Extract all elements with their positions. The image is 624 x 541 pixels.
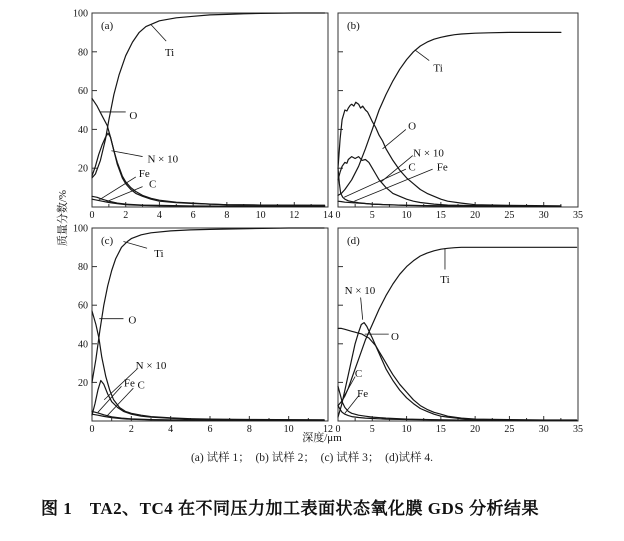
y-tick-label: 40: [78, 124, 88, 136]
x-tick-label: 6: [207, 424, 213, 435]
label-N×10: N × 10: [413, 147, 444, 160]
x-tick-label: 4: [168, 424, 174, 435]
y-tick-label: 20: [78, 163, 88, 175]
label-Ti: Ti: [440, 274, 450, 287]
label-C: C: [149, 178, 157, 191]
label-N×10: N × 10: [344, 284, 376, 297]
subplot-tag: (c): [101, 235, 114, 247]
label-C: C: [137, 379, 145, 392]
x-tick-label: 10: [401, 210, 412, 221]
x-tick-label: 14: [323, 210, 333, 221]
x-tick-label: 25: [504, 210, 515, 221]
label-Ti: Ti: [164, 46, 175, 59]
curve-C: [338, 386, 577, 420]
label-O: O: [408, 120, 417, 133]
x-tick-label: 0: [89, 424, 95, 435]
leader-Fe: [354, 169, 432, 201]
label-C: C: [354, 367, 363, 380]
label-N×10: N × 10: [147, 153, 179, 166]
leader-Ti: [123, 242, 147, 249]
curve-Ti: [338, 32, 561, 195]
curve-N×10: [338, 323, 577, 421]
curve-Ti: [338, 247, 577, 405]
x-tick-label: 30: [538, 424, 549, 435]
subplot-a: [73, 9, 333, 222]
curve-Ti: [92, 13, 325, 181]
label-Ti: Ti: [433, 62, 443, 75]
x-tick-label: 0: [89, 210, 95, 221]
label-O: O: [128, 314, 137, 327]
x-tick-label: 15: [435, 210, 446, 221]
y-axis-label: 质量分数/%: [57, 189, 69, 247]
x-tick-label: 0: [335, 210, 341, 221]
curve-O: [338, 102, 561, 206]
subplot-tag: (d): [347, 235, 360, 247]
curve-O: [92, 98, 325, 205]
x-axis-label: 深度/μm: [302, 432, 342, 444]
y-tick-label: 20: [78, 377, 88, 389]
x-tick-label: 5: [369, 210, 375, 221]
label-O: O: [129, 109, 138, 122]
y-tick-label: 60: [78, 300, 88, 312]
x-tick-label: 4: [156, 210, 162, 221]
label-Fe: Fe: [436, 161, 448, 174]
x-tick-label: 5: [369, 424, 375, 435]
x-tick-label: 8: [246, 424, 252, 435]
leader-N×10: [111, 151, 142, 157]
x-tick-label: 12: [289, 210, 300, 221]
x-tick-label: 10: [255, 210, 266, 221]
subplot-b: [336, 13, 584, 221]
subplot-c: [73, 224, 333, 436]
leader-Ti: [415, 50, 429, 61]
label-N×10: N × 10: [135, 360, 167, 373]
curve-N×10: [92, 133, 325, 205]
label-Fe: Fe: [123, 377, 135, 390]
y-tick-label: 60: [78, 86, 88, 98]
curve-C: [338, 168, 561, 206]
y-tick-label: 100: [73, 8, 88, 20]
subplot-tag: (b): [347, 20, 360, 32]
x-tick-label: 35: [573, 424, 583, 435]
x-tick-label: 20: [470, 424, 481, 435]
x-tick-label: 2: [128, 424, 134, 435]
subplot-caption: (a) 试样 1； (b) 试样 2； (c) 试样 3； (d)试样 4.: [190, 452, 434, 464]
x-tick-label: 12: [323, 424, 333, 435]
subplot-tag: (a): [101, 20, 114, 32]
leader-N×10: [361, 297, 363, 319]
x-tick-label: 20: [470, 210, 481, 221]
x-tick-label: 2: [123, 210, 129, 221]
x-tick-label: 6: [190, 210, 196, 221]
label-C: C: [408, 161, 416, 174]
label-O: O: [390, 331, 399, 344]
label-Fe: Fe: [138, 168, 150, 181]
label-Ti: Ti: [154, 248, 164, 261]
leader-O: [383, 129, 406, 148]
x-tick-label: 10: [401, 424, 412, 435]
x-tick-label: 15: [435, 424, 446, 435]
figure-title: 图 1 TA2、TC4 在不同压力加工表面状态氧化膜 GDS 分析结果: [41, 499, 539, 518]
y-tick-label: 40: [78, 339, 88, 351]
x-tick-label: 10: [283, 424, 294, 435]
subplot-d: [336, 228, 584, 435]
curve-O: [92, 311, 324, 420]
y-tick-label: 80: [78, 47, 88, 59]
curve-Ti: [92, 228, 324, 382]
label-Fe: Fe: [357, 388, 369, 401]
leader-Ti: [151, 25, 166, 41]
plot-border: [338, 13, 578, 207]
plot-border: [338, 228, 578, 421]
x-tick-label: 35: [573, 210, 583, 221]
y-tick-label: 80: [78, 262, 88, 274]
plot-border: [92, 13, 328, 207]
x-tick-label: 25: [504, 424, 515, 435]
curve-N×10: [338, 157, 561, 207]
x-tick-label: 30: [538, 210, 549, 221]
x-tick-label: 0: [335, 424, 341, 435]
x-tick-label: 8: [224, 210, 230, 221]
y-tick-label: 100: [73, 223, 88, 235]
